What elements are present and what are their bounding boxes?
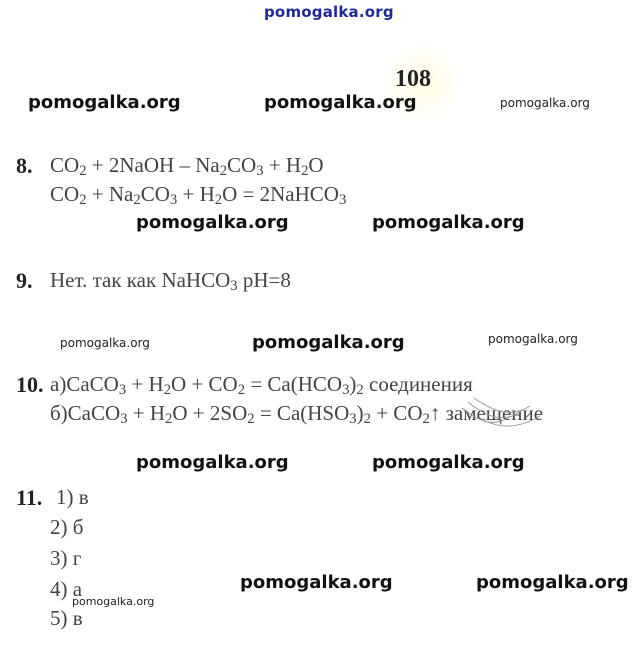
q11-answer-1: 1) в	[56, 485, 89, 509]
question-number-10: 10.	[16, 372, 44, 397]
q10-line-b: б)CaCO$_3$ + $H_2O + 2SO_2 = Ca(HSO_3)_2$ + $CO_2↑$ замещение	[50, 401, 544, 427]
page-number: 108	[395, 66, 431, 92]
q11-answer-2: 2) б	[50, 515, 84, 539]
watermark[interactable]: pomogalka.org	[136, 452, 289, 473]
q8-line-1: $CO_2$ + 2NaOH – $Na_2CO_3 + H_2O$	[50, 153, 324, 179]
q10-line-a: а)CaCO$_3$ + $H_2O + CO_2 = Ca(HCO_3)_2$ соединения	[50, 372, 473, 398]
q11-answer-3: 3) г	[50, 546, 82, 570]
watermark[interactable]: pomogalka.org	[240, 572, 393, 593]
watermark[interactable]: pomogalka.org	[28, 92, 181, 113]
watermark-top[interactable]: pomogalka.org	[264, 3, 394, 21]
q9-line-1: Нет. так как NaHCO$_3$ pH=8	[50, 268, 291, 294]
watermark[interactable]: pomogalka.org	[488, 332, 578, 346]
question-number-8: 8.	[16, 153, 33, 178]
watermark[interactable]: pomogalka.org	[252, 332, 405, 353]
pen-scribble	[460, 388, 570, 434]
watermark[interactable]: pomogalka.org	[372, 212, 525, 233]
watermark[interactable]: pomogalka.org	[500, 96, 590, 110]
question-number-9: 9.	[16, 268, 33, 293]
watermark[interactable]: pomogalka.org	[372, 452, 525, 473]
q11-answer-4: 4) а	[50, 577, 83, 601]
q11-answer-5: 5) в	[50, 606, 83, 630]
watermark[interactable]: pomogalka.org	[476, 572, 629, 593]
watermark[interactable]: pomogalka.org	[264, 92, 417, 113]
question-number-11: 11.	[16, 485, 43, 510]
watermark[interactable]: pomogalka.org	[72, 595, 155, 608]
q8-line-2: $CO_2 + Na_2CO_3 + H_2O$ = 2NaHCO$_3$	[50, 182, 347, 208]
watermark[interactable]: pomogalka.org	[136, 212, 289, 233]
watermark[interactable]: pomogalka.org	[60, 336, 150, 350]
